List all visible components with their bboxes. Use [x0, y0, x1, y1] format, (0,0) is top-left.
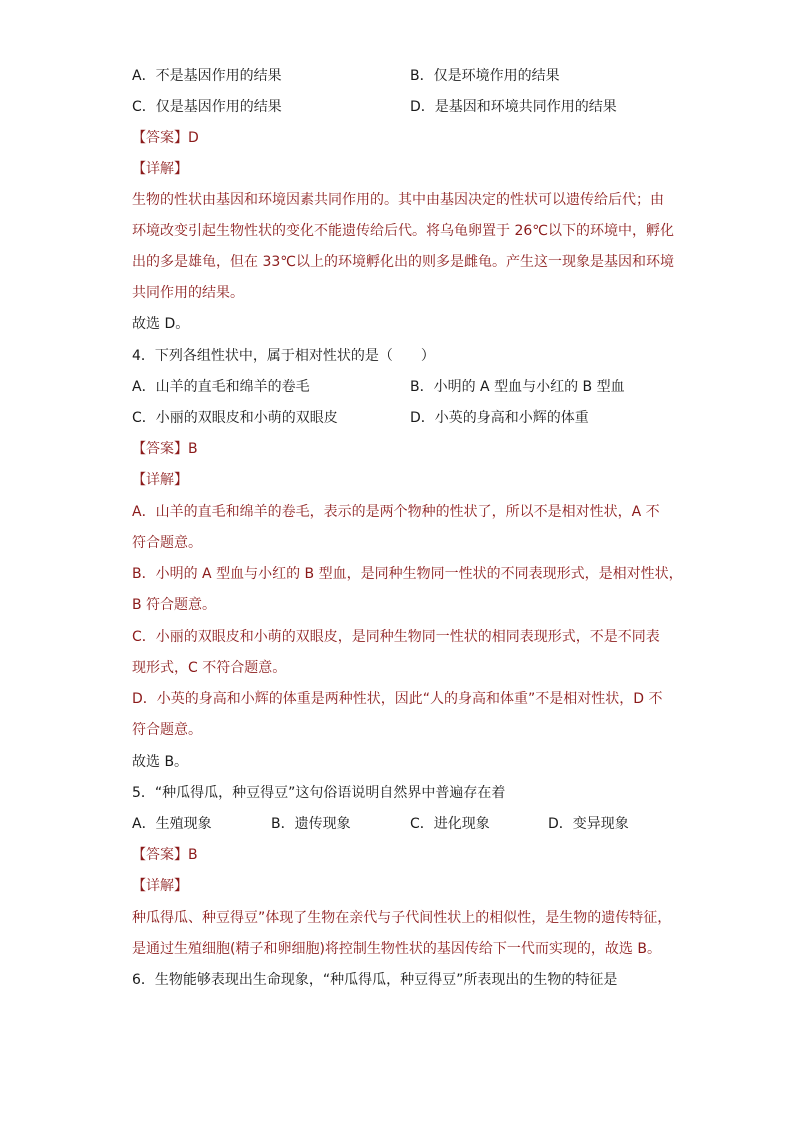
q3-option-d: D．是基因和环境共同作用的结果 — [410, 99, 617, 115]
q4-conclusion: 故选 B。 — [132, 754, 189, 770]
q3-explanation-line: 共同作用的结果。 — [132, 285, 244, 301]
q4-detail-label: 【详解】 — [132, 472, 188, 488]
q4-option-c: C．小丽的双眼皮和小萌的双眼皮 — [132, 410, 338, 426]
q5-option-b: B．遗传现象 — [271, 816, 351, 832]
q5-stem: 5．“种瓜得瓜，种豆得豆”这句俗语说明自然界中普遍存在着 — [132, 785, 506, 801]
q4-explanation-line: 符合题意。 — [132, 535, 202, 551]
q6-stem: 6．生物能够表现出生命现象，“种瓜得瓜，种豆得豆”所表现出的生物的特征是 — [132, 972, 618, 988]
q4-explanation-line: B．小明的 A 型血与小红的 B 型血，是同种生物同一性状的不同表现形式，是相对性状， — [132, 566, 683, 582]
q3-explanation-line: 出的多是雄龟，但在 33℃以上的环境孵化出的则多是雌龟。产生这一现象是基因和环境 — [132, 254, 674, 270]
q5-option-d: D．变异现象 — [548, 816, 629, 832]
q5-option-a: A．生殖现象 — [132, 816, 212, 832]
q5-detail-label: 【详解】 — [132, 878, 188, 894]
q4-explanation-line: D．小英的身高和小辉的体重是两种性状，因此“人的身高和体重”不是相对性状，D 不 — [132, 691, 663, 707]
q4-option-b: B．小明的 A 型血与小红的 B 型血 — [410, 379, 625, 395]
q4-option-a: A．山羊的直毛和绵羊的卷毛 — [132, 379, 310, 395]
q4-option-d: D．小英的身高和小辉的体重 — [410, 410, 589, 426]
q4-answer: 【答案】B — [132, 441, 198, 457]
q4-explanation-line: C．小丽的双眼皮和小萌的双眼皮，是同种生物同一性状的相同表现形式，不是不同表 — [132, 629, 660, 645]
q5-explanation-line: 是通过生殖细胞(精子和卵细胞)将控制生物性状的基因传给下一代而实现的，故选 B。 — [132, 941, 661, 957]
q3-option-c: C．仅是基因作用的结果 — [132, 99, 282, 115]
q4-explanation-line: 符合题意。 — [132, 722, 202, 738]
q3-option-b: B．仅是环境作用的结果 — [410, 68, 560, 84]
q5-answer: 【答案】B — [132, 847, 198, 863]
q3-explanation-line: 环境改变引起生物性状的变化不能遗传给后代。将乌龟卵置于 26℃以下的环境中，孵化 — [132, 223, 674, 239]
q4-explanation-line: B 符合题意。 — [132, 597, 217, 613]
q3-conclusion: 故选 D。 — [132, 316, 190, 332]
q4-stem: 4．下列各组性状中，属于相对性状的是（ ） — [132, 348, 435, 364]
q3-detail-label: 【详解】 — [132, 161, 188, 177]
q4-explanation-line: 现形式，C 不符合题意。 — [132, 660, 287, 676]
q3-explanation-line: 生物的性状由基因和环境因素共同作用的。其中由基因决定的性状可以遗传给后代；由 — [132, 192, 664, 208]
q4-explanation-line: A．山羊的直毛和绵羊的卷毛，表示的是两个物种的性状了，所以不是相对性状，A 不 — [132, 504, 660, 520]
q5-option-c: C．进化现象 — [410, 816, 490, 832]
q3-answer: 【答案】D — [132, 130, 199, 146]
q3-option-a: A．不是基因作用的结果 — [132, 68, 282, 84]
q5-explanation-line: 种瓜得瓜、种豆得豆”体现了生物在亲代与子代间性状上的相似性，是生物的遗传特征， — [132, 910, 672, 926]
